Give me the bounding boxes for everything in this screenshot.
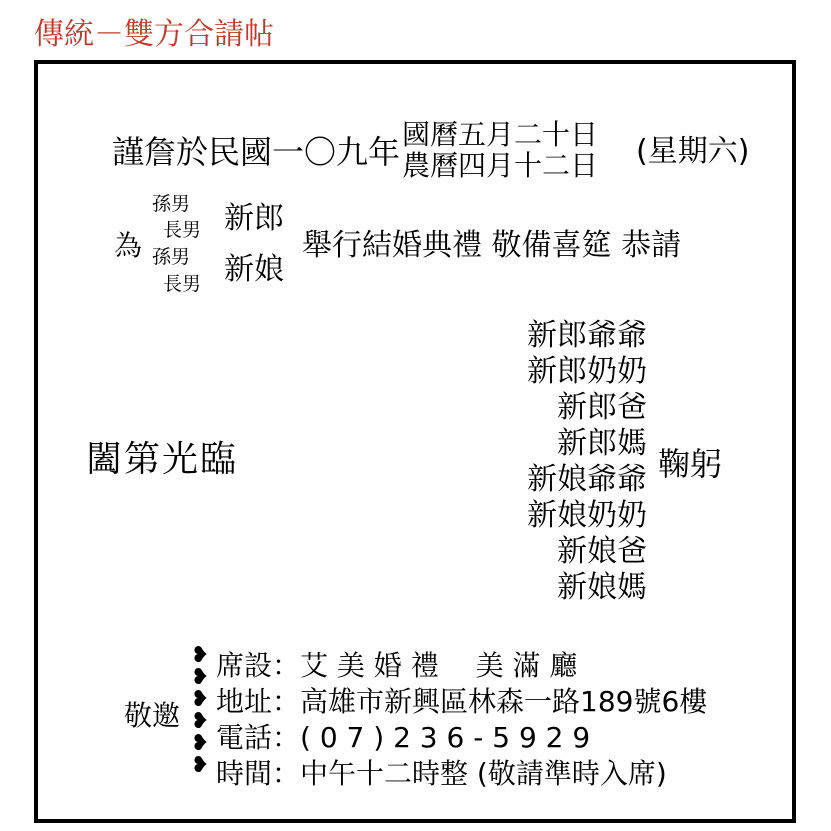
heart-icon: ❥ bbox=[190, 753, 210, 778]
ceremony-text: 舉行結婚典禮 敬備喜筵 恭請 bbox=[302, 228, 682, 263]
groom-role-b: 長男 bbox=[163, 219, 202, 241]
phone-row: 電話：( 0 7 ) 2 3 6 - 5 9 2 9 bbox=[216, 721, 591, 754]
heart-icon: ❥ bbox=[190, 731, 210, 756]
lunar-date: 農曆四月十二日 bbox=[402, 148, 599, 182]
host-item: 新郎奶奶 bbox=[527, 354, 647, 389]
host-item: 新郎爸 bbox=[557, 390, 647, 425]
invite-line: 闔第光臨 bbox=[86, 439, 239, 480]
heart-icon: ❥ bbox=[190, 687, 210, 712]
heart-icon: ❥ bbox=[190, 643, 210, 668]
groom-label: 新郎 bbox=[224, 201, 284, 236]
host-item: 新娘爸 bbox=[557, 534, 647, 569]
time-row: 時間：中午十二時整 (敬請準時入席) bbox=[216, 757, 667, 790]
hosts-list bbox=[492, 318, 647, 606]
host-item: 新郎媽 bbox=[557, 426, 647, 461]
address-row: 地址：高雄市新興區林森一路189號6樓 bbox=[216, 685, 708, 718]
solar-date: 國曆五月二十日 bbox=[402, 118, 599, 151]
venue-row: 席設：艾 美 婚 禮 美 滿 廳 bbox=[216, 649, 578, 682]
heart-icon: ❥ bbox=[190, 665, 210, 690]
details-block bbox=[216, 648, 707, 792]
weekday: (星期六) bbox=[636, 134, 750, 169]
bride-label: 新娘 bbox=[224, 252, 284, 287]
hearts-column bbox=[189, 645, 211, 777]
heart-icon: ❥ bbox=[190, 709, 210, 734]
host-item: 新娘爺爺 bbox=[527, 462, 647, 497]
wei-char: 為 bbox=[114, 229, 143, 262]
respect-text: 敬邀 bbox=[124, 699, 181, 732]
page-title: 傳統－雙方合請帖 bbox=[34, 17, 274, 52]
bride-role-a: 孫男 bbox=[152, 246, 191, 268]
host-item: 新娘奶奶 bbox=[527, 498, 647, 533]
bow-text: 鞠躬 bbox=[658, 445, 723, 483]
bride-role-b: 長男 bbox=[163, 273, 202, 295]
date-stack bbox=[402, 120, 598, 182]
host-item: 新郎爺爺 bbox=[527, 318, 647, 353]
groom-role-a: 孫男 bbox=[152, 193, 191, 215]
host-item: 新娘媽 bbox=[557, 570, 647, 605]
date-prefix: 謹詹於民國一〇九年 bbox=[112, 133, 401, 171]
